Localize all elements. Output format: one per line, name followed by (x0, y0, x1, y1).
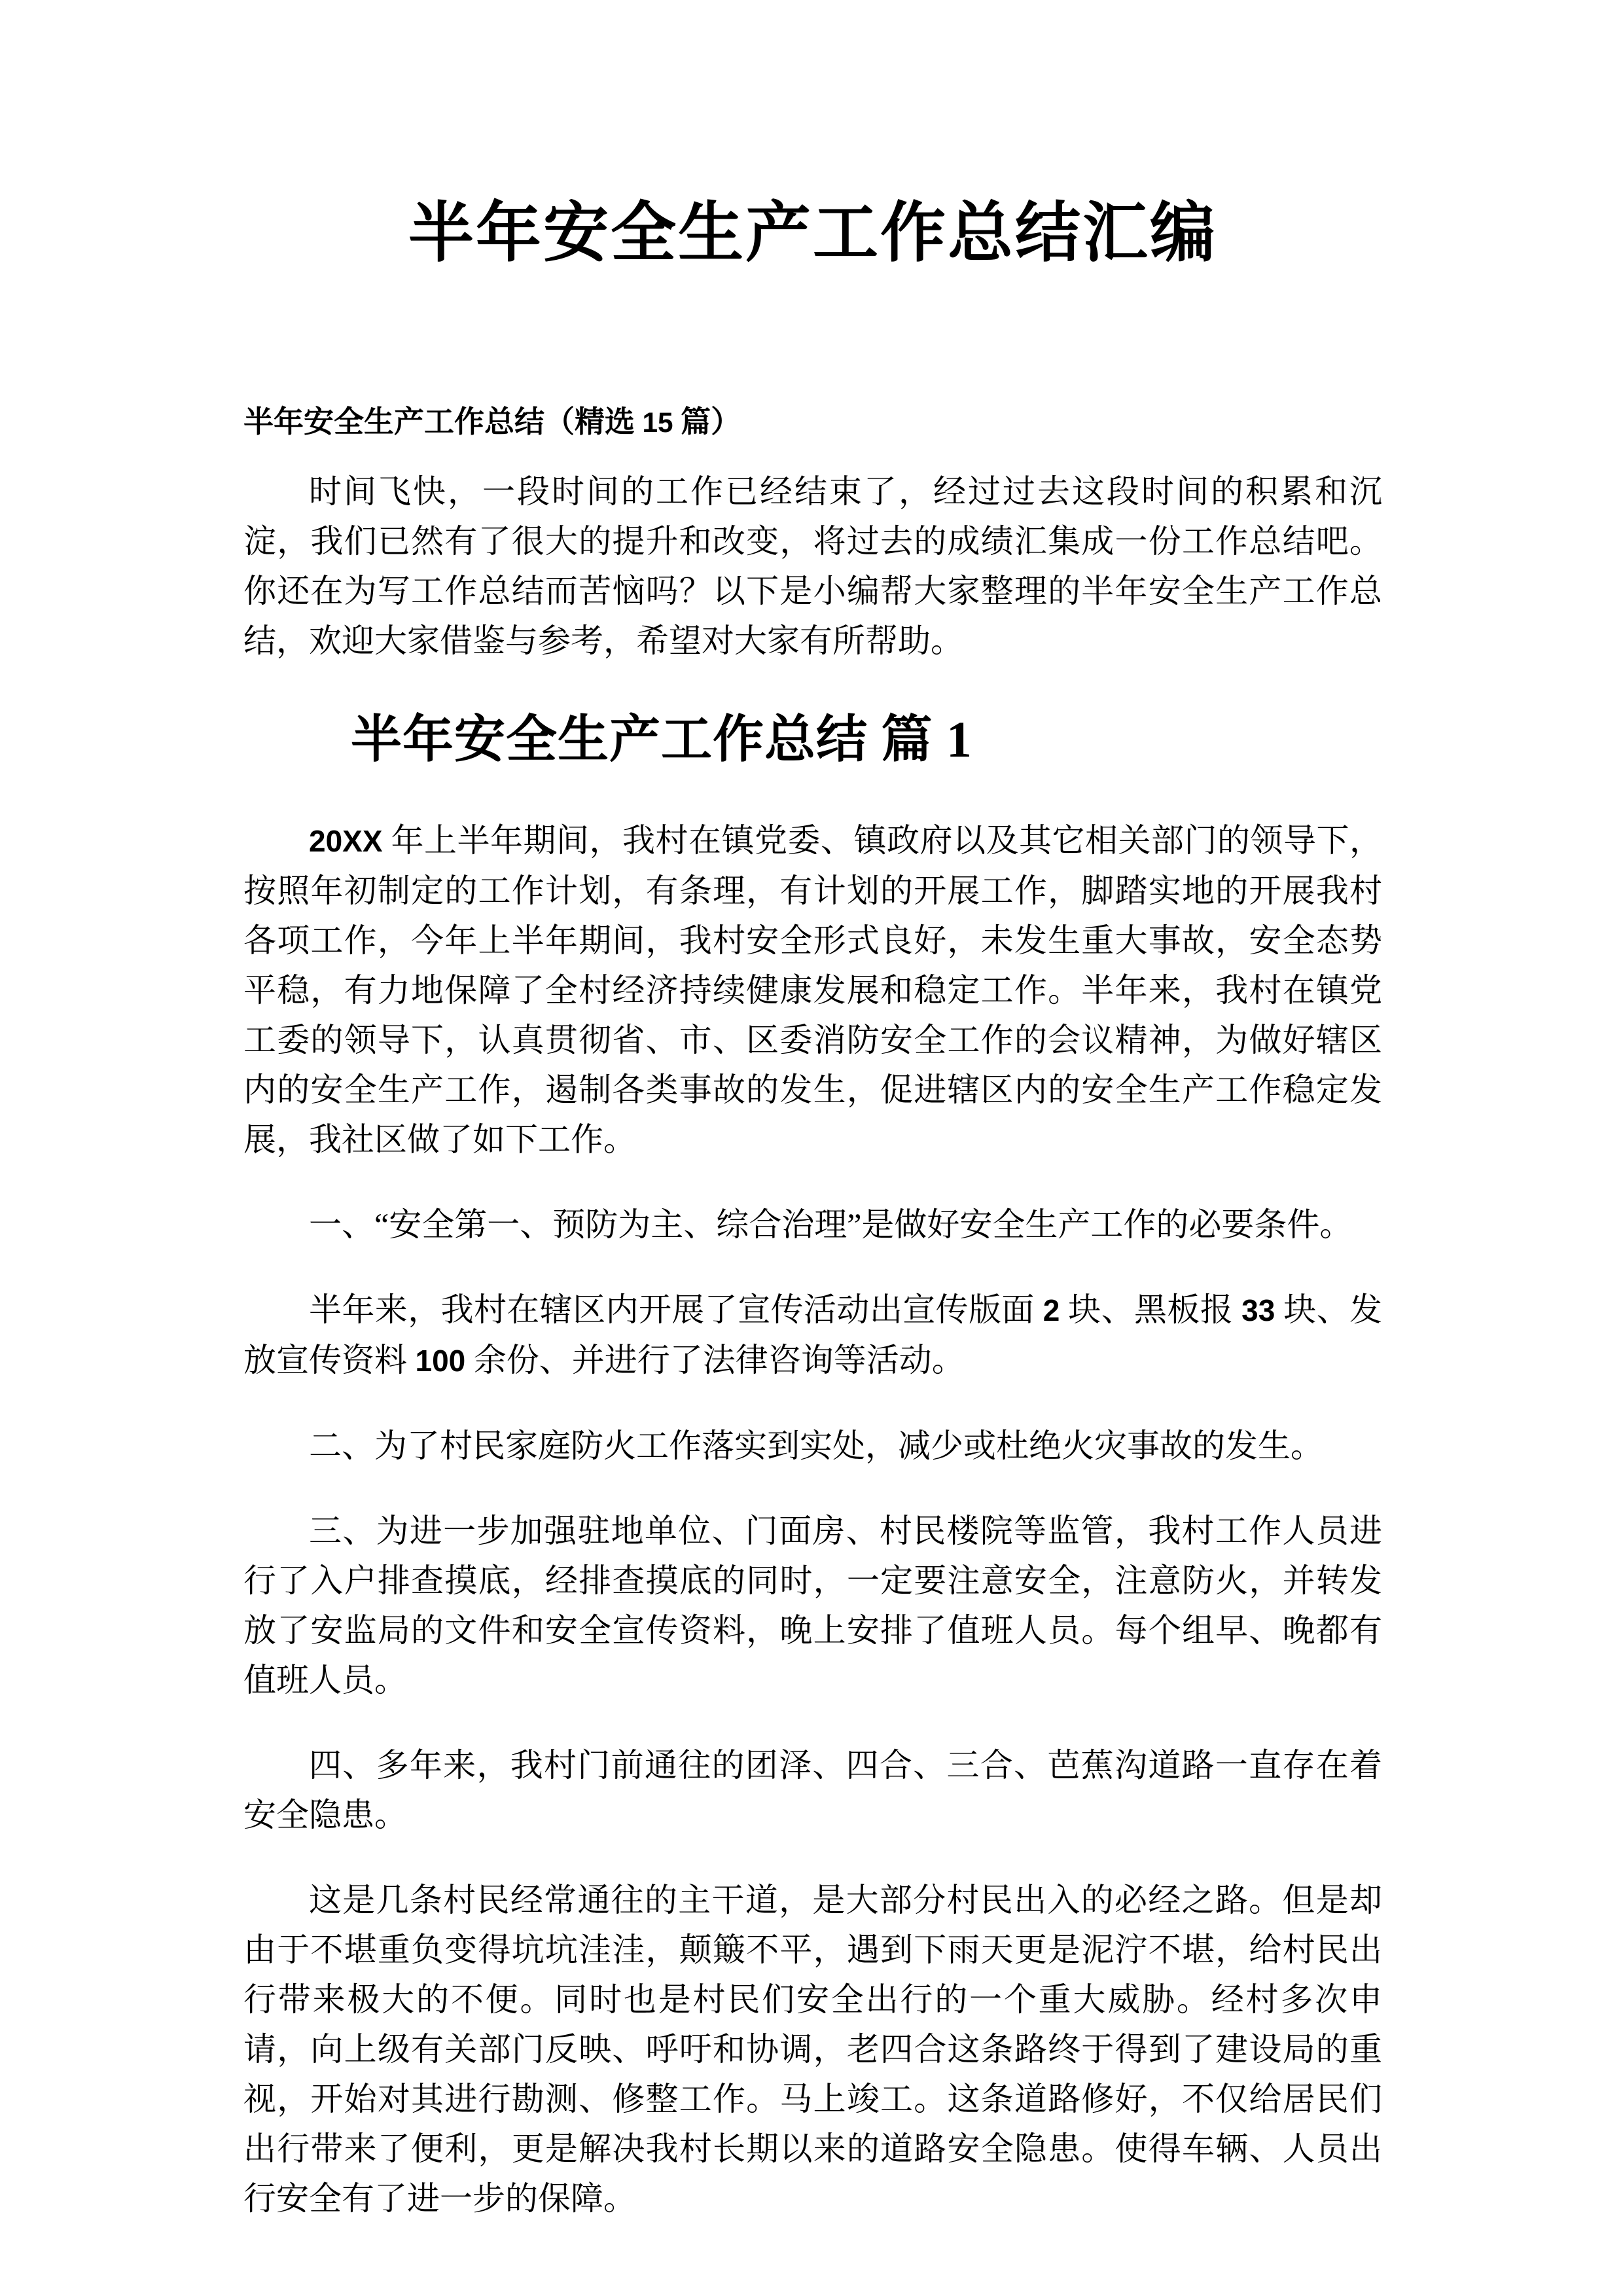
section-paragraph: 二、为了村民家庭防火工作落实到实处，减少或杜绝火灾事故的发生。 (309, 1427, 1323, 1465)
document-title: 半年安全生产工作总结汇编 (408, 197, 1217, 270)
section-paragraph: 四、多年来，我村门前通往的团泽、四合、三合、芭蕉沟道路一直存在着安全隐患。 (243, 1747, 1382, 1834)
intro-paragraph: 时间飞快，一段时间的工作已经结束了，经过过去这段时间的积累和沉淀，我们已然有了很大的提升和改变，将过去的成绩汇集成一份工作总结吧。你还在为写工作总结而苦恼吗？以下是小编帮大家整理的半年安全生产工作总结，欢迎大家借鉴与参考，希望对大家有所帮助。 (243, 473, 1382, 659)
section-paragraph: 一、“安全第一、预防为主、综合治理”是做好安全生产工作的必要条件。 (309, 1206, 1353, 1244)
section-paragraph: 三、为进一步加强驻地单位、门面房、村民楼院等监管，我村工作人员进行了入户排查摸底，经排查摸底的同时，一定要注意安全，注意防火，并转发放了安监局的文件和安全宣传资料，晚上安排了值班人员。每个组早、晚都有值班人员。 (243, 1513, 1382, 1699)
document-subtitle: 半年安全生产工作总结（精选 15 篇） (243, 405, 741, 439)
section-paragraph: 半年来，我村在辖区内开展了宣传活动出宣传版面 2 块、黑板报 33 块、发放宣传资料 100 余份、并进行了法律咨询等活动。 (243, 1291, 1383, 1379)
section-heading: 半年安全生产工作总结 篇 1 (351, 711, 973, 768)
section-paragraph: 20XX 年上半年期间，我村在镇党委、镇政府以及其它相关部门的领导下，按照年初制定的工作计划，有条理，有计划的开展工作，脚踏实地的开展我村各项工作，今年上半年期间，我村安全形式良好，未发生重大事故，安全态势平稳，有力地保障了全村经济持续健康发展和稳定工作。半年来，我村在镇党工委的领导下，认真贯彻省、市、区委消防安全工作的会议精神，为做好辖区内的安全生产工作，遏制各类事故的发生，促进辖区内的安全生产工作稳定发展，我社区做了如下工作。 (243, 822, 1382, 1158)
section-paragraph: 这是几条村民经常通往的主干道，是大部分村民出入的必经之路。但是却由于不堪重负变得坑坑洼洼，颠簸不平，遇到下雨天更是泥泞不堪，给村民出行带来极大的不便。同时也是村民们安全出行的一个重大威胁。经村多次申请，向上级有关部门反映、呼吁和协调，老四合这条路终于得到了建设局的重视，开始对其进行勘测、修整工作。马上竣工。这条道路修好，不仅给居民们出行带来了便利，更是解决我村长期以来的道路安全隐患。使得车辆、人员出行安全有了进一步的保障。 (243, 1882, 1382, 2217)
section-body (243, 816, 1382, 2223)
